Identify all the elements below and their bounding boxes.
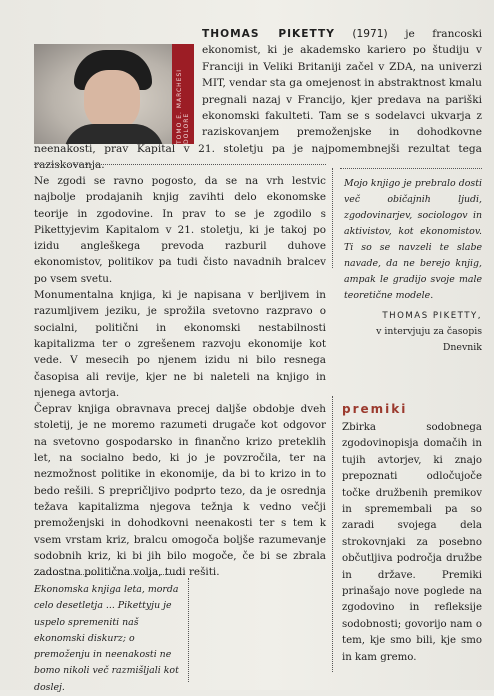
quote-author: THOMAS PIKETTY, [382, 311, 482, 321]
author-bio: je francoski ekonomist, ki je akademsko kariero po študiju v Franciji in Veliki Britaniji začel v ZDA, na univerzi MIT, vendar sta ga omejenost in abstraktnost kmalu pregnali nazaj v Francijo, kjer predava na pariški ekonomski fakulteti. Tam se s sodelavci ukvarja z raziskovanjem premoženjske in dohodkovne neenakosti, prav Kapital v 21. stoletju pa je najpomembnejši rezultat tega raziskovanja. [34, 28, 482, 172]
paragraph-2: Monumentalna knjiga, ki je napisana v berljivem in razumljivem jeziku, je sprožila svetovno razpravo o socialni, politični in ekonomski nestabilnosti kapitalizma ter o zgrešenem razvoju ekonomije kot vede. V mesecih po njenem izidu ni bilo resnega časopisa ali revije, kjer ne bi naleteli na knjigo in njenega avtorja. [34, 289, 326, 399]
divider-quote-left [332, 168, 333, 268]
divider-quote2-right [188, 578, 189, 682]
quote-attribution [344, 308, 482, 356]
author-year: (1971) [352, 28, 388, 40]
author-intro [34, 26, 482, 174]
series-description: Zbirka sodobnega zgodovinopisja domačih in tujih avtorjev, ki znajo prepoznati odločujoče točke družbenih premikov in spremembali pa so zaradi svojega dela strokovnjaki za posebno občutljiva področja družbe in države. Premiki prinašajo nove poglede na zgodovino in refleksije sodobnosti; govorijo nam o tem, kje smo bili, kje smo in kam gremo. [342, 422, 482, 663]
divider-quote-top [340, 168, 482, 169]
spine-text: TOMO E. MARCHESI DOLORE [176, 68, 190, 144]
series-title: premiki [342, 402, 408, 416]
paragraph-3: Čeprav knjiga obravnava precej daljše obdobje dveh stoletij, je ne moremo razumeti drugače kot odgovor na svetovno gospodarsko in finančno krizo preteklih let, na socialno bedo, ki jo je povzročila, ter na nezmožnost politike in ekonomije, da bi to krizo in to bedo rešili. S prepričljivo podprto tezo, da je osrednja težava kapitalizma njegova težnja k vedno večji premoženjski in dohodkovni neenakosti ter s tem k vsem vrstam kriz, bralcu omogoča boljše razumevanje sodobnih kriz, ki bi jih bilo mogoče, če bi se zbrala zadostna politična volja, tudi rešiti. [34, 403, 326, 579]
paragraph-1: Ne zgodi se ravno pogosto, da se na vrh lestvic najbolje prodajanih knjig zavihti delo ekonomske teorije in zgodovine. In prav to se je zgodilo s Pikettyjevim Kapitalom v 21. stoletju, ki je takoj po izidu angleškega prevoda razburil duhove ekonomistov, politikov pa tudi čisto navadnih bralcev po vsem svetu. [34, 175, 326, 285]
main-article [34, 173, 326, 580]
divider-award-left [332, 396, 333, 672]
author-name: THOMAS PIKETTY [202, 28, 335, 40]
author-quote: Mojo knjigo je prebralo dosti več običajnih ljudi, zgodovinarjev, sociologov in aktivistov, kot ekonomistov. Ti so se navzeli te slabe navade, da ne berejo knjig, ampak le gradijo svoje male teoretične modele. [344, 178, 482, 301]
review-quote: Ekonomska knjiga leta, morda celo desetletja ... Pikettyju je uspelo spremeniti naš ekonomski diskurz; o premoženju in neenakosti ne bomo nikoli več razmišljali kot doslej. [34, 584, 179, 693]
quote-source: v intervjuju za časopis Dnevnik [376, 326, 482, 353]
divider-top-left [34, 164, 326, 165]
